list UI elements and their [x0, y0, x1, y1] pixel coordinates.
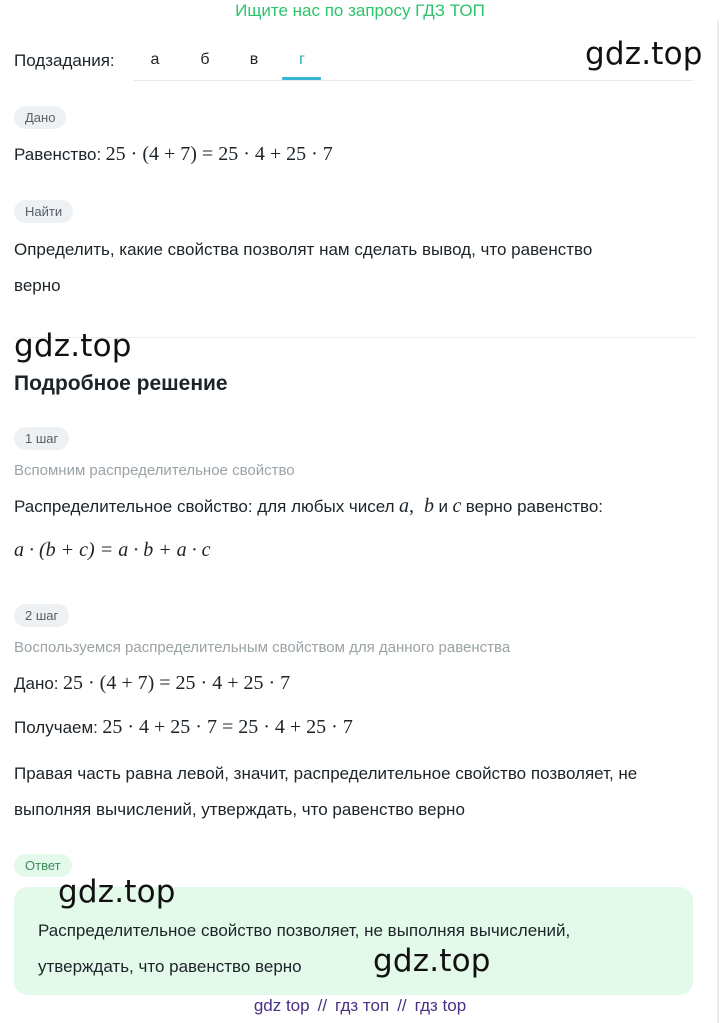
- answer-line2: утверждать, что равенство верно: [38, 957, 302, 976]
- var-c: c: [452, 495, 462, 517]
- watermark: gdz.top: [373, 943, 491, 979]
- step1-badge: 1 шаг: [14, 427, 69, 450]
- find-text-line2: верно: [14, 276, 61, 295]
- tab-a[interactable]: а: [150, 51, 160, 68]
- step2-badge-wrap: [14, 604, 69, 627]
- given-math: 25 · (4 + 7) = 25 · 4 + 25 · 7: [105, 143, 333, 165]
- step2-conclusion-line1: Правая часть равна левой, значит, распределительное свойство позволяет, не: [14, 764, 638, 783]
- step1-text-after: верно равенство:: [465, 497, 603, 516]
- step1-and: и: [438, 497, 448, 516]
- answer-text: [38, 913, 658, 985]
- active-tab-indicator: [282, 77, 321, 80]
- footer-link-gdz-top-ru[interactable]: гдз топ: [335, 996, 390, 1015]
- given-badge: Дано: [14, 106, 66, 129]
- step2-result-row: [14, 716, 353, 739]
- tab-v[interactable]: в: [249, 51, 259, 68]
- scroll-divider: [717, 20, 719, 1023]
- step2-given-row: [14, 672, 290, 695]
- tab-b[interactable]: б: [200, 51, 210, 68]
- step2-conclusion-line2: выполняя вычислений, утверждать, что равенство верно: [14, 800, 465, 819]
- step2-given-math: 25 · (4 + 7) = 25 · 4 + 25 · 7: [63, 672, 291, 694]
- step2-hint: Воспользуемся распределительным свойством для данного равенства: [14, 639, 511, 656]
- tabs-baseline: [134, 80, 693, 81]
- step2-given-label: Дано:: [14, 674, 59, 693]
- footer-sep: //: [397, 996, 407, 1015]
- given-row: [14, 143, 333, 166]
- given-badge-wrap: [14, 106, 66, 129]
- promo-banner: Ищите нас по запросу ГДЗ ТОП: [235, 1, 485, 20]
- watermark: gdz.top: [58, 874, 176, 910]
- footer-link-gdz-top[interactable]: gdz top: [253, 996, 310, 1015]
- step1-text-before: Распределительное свойство: для любых чисел: [14, 497, 395, 516]
- answer-line1: Распределительное свойство позволяет, не выполняя вычислений,: [38, 921, 571, 940]
- step1-text: [14, 495, 603, 518]
- find-badge-wrap: [14, 200, 73, 223]
- tab-g[interactable]: г: [299, 51, 305, 68]
- footer-link-gdz-top-mixed[interactable]: гдз top: [414, 996, 467, 1015]
- step2-result-math: 25 · 4 + 25 · 7 = 25 · 4 + 25 · 7: [102, 716, 353, 738]
- distributive-formula: a · (b + c) = a · b + a · c: [14, 539, 211, 561]
- find-badge: Найти: [14, 200, 73, 223]
- footer-links: [0, 996, 720, 1016]
- step2-result-label: Получаем:: [14, 718, 98, 737]
- solution-heading: Подробное решение: [14, 372, 228, 395]
- footer-sep: //: [317, 996, 328, 1015]
- given-label: Равенство:: [14, 145, 102, 164]
- var-b: b: [424, 495, 435, 517]
- watermark: gdz.top: [14, 328, 132, 364]
- watermark: gdz.top: [585, 36, 703, 72]
- step1-badge-wrap: [14, 427, 69, 450]
- answer-badge: Ответ: [14, 854, 72, 877]
- subtasks-label: Подзадания:: [14, 51, 115, 70]
- find-text-line1: Определить, какие свойства позволят нам сделать вывод, что равенство: [14, 240, 593, 259]
- var-a: a,: [399, 495, 415, 517]
- step1-hint: Вспомним распределительное свойство: [14, 462, 295, 479]
- step2-badge: 2 шаг: [14, 604, 69, 627]
